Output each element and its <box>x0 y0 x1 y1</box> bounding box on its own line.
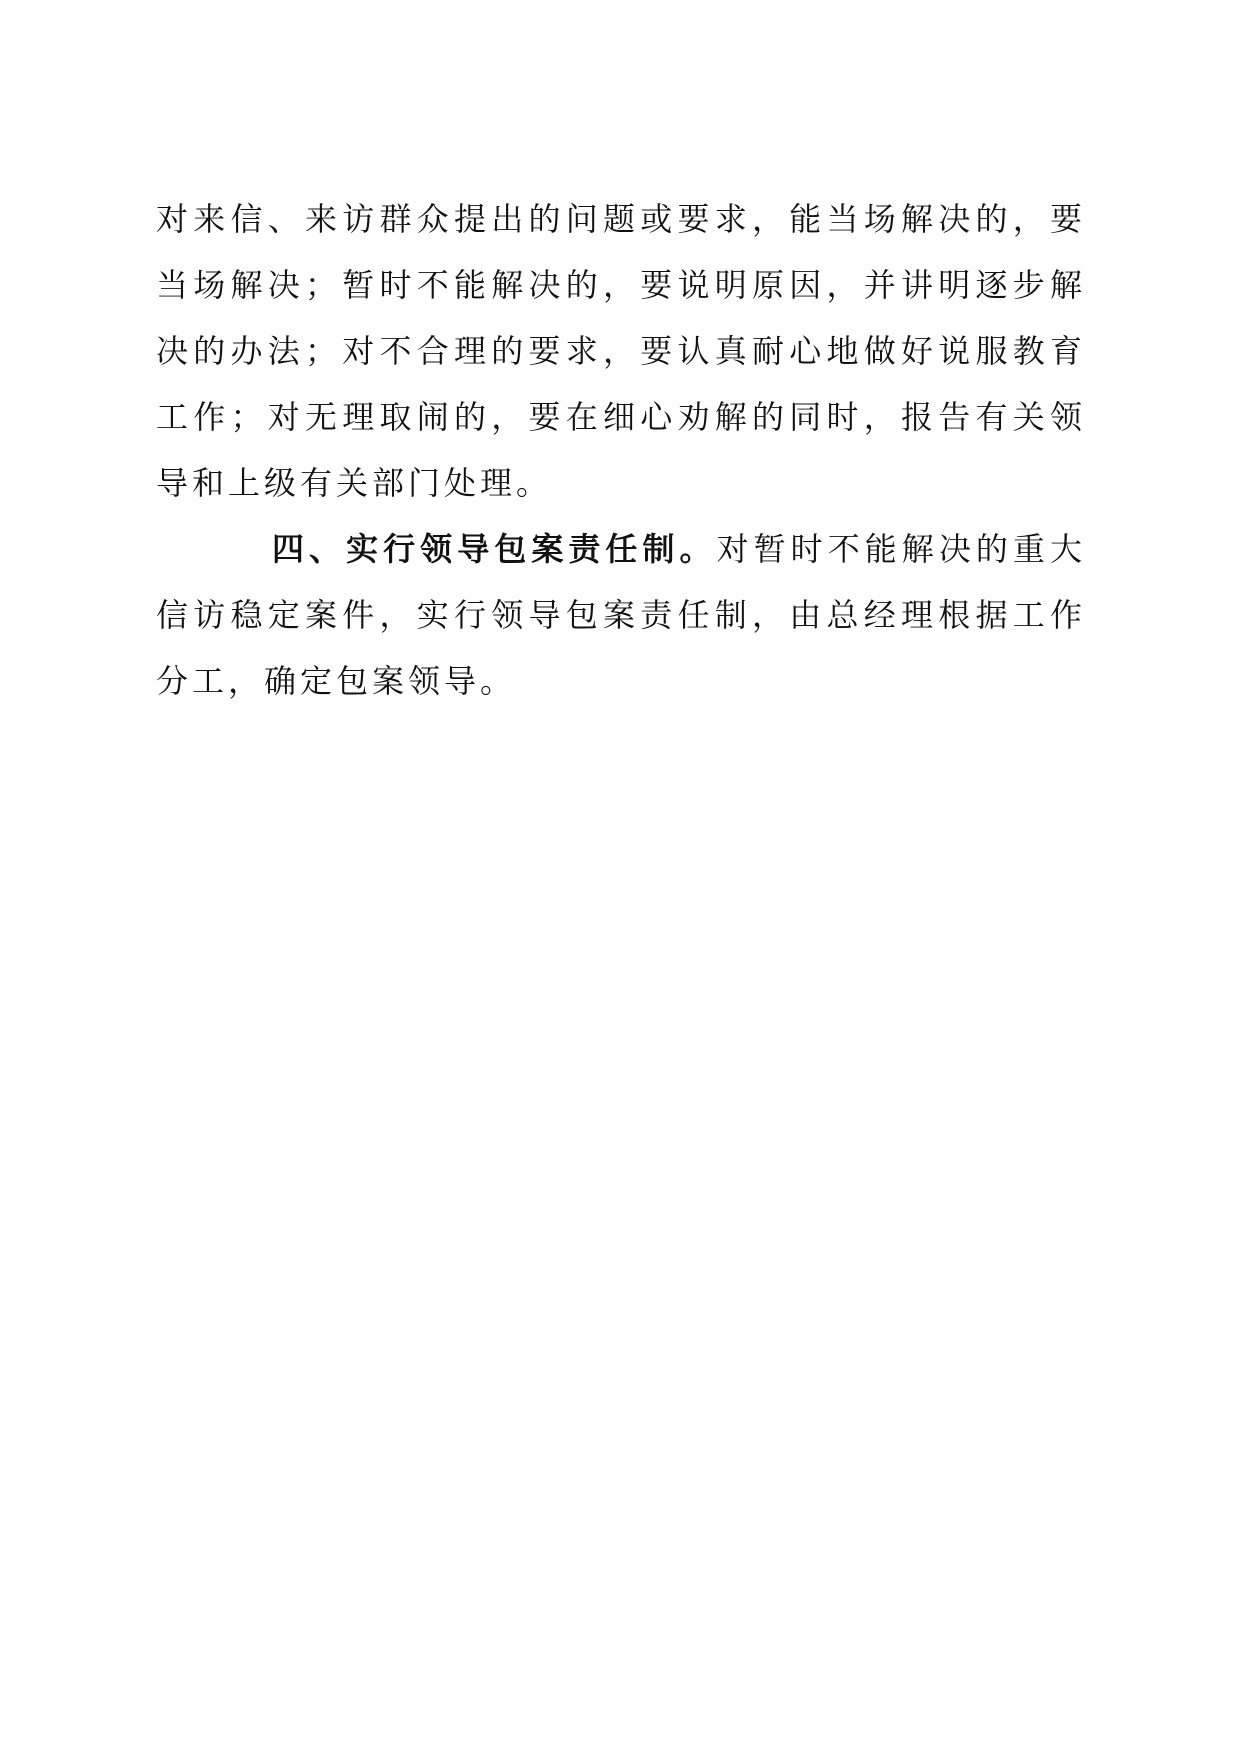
paragraph-petition-handling <box>156 186 1086 516</box>
paragraph-leader-responsibility <box>156 516 1086 714</box>
section-heading: 四、实行领导包案责任制。 <box>272 530 717 568</box>
document-body <box>156 186 1086 714</box>
paragraph-text: 对来信、来访群众提出的问题或要求，能当场解决的，要当场解决；暂时不能解决的，要说明原因，并讲明逐步解决的办法；对不合理的要求，要认真耐心地做好说服教育工作；对无理取闹的，要在细心劝解的同时，报告有关领导和上级有关部门处理。 <box>156 200 1086 502</box>
paragraph-text: 对暂时不能解决的重大信访稳定案件，实行领导包案责任制，由总经理根据工作分工，确定包案领导。 <box>156 530 1086 700</box>
